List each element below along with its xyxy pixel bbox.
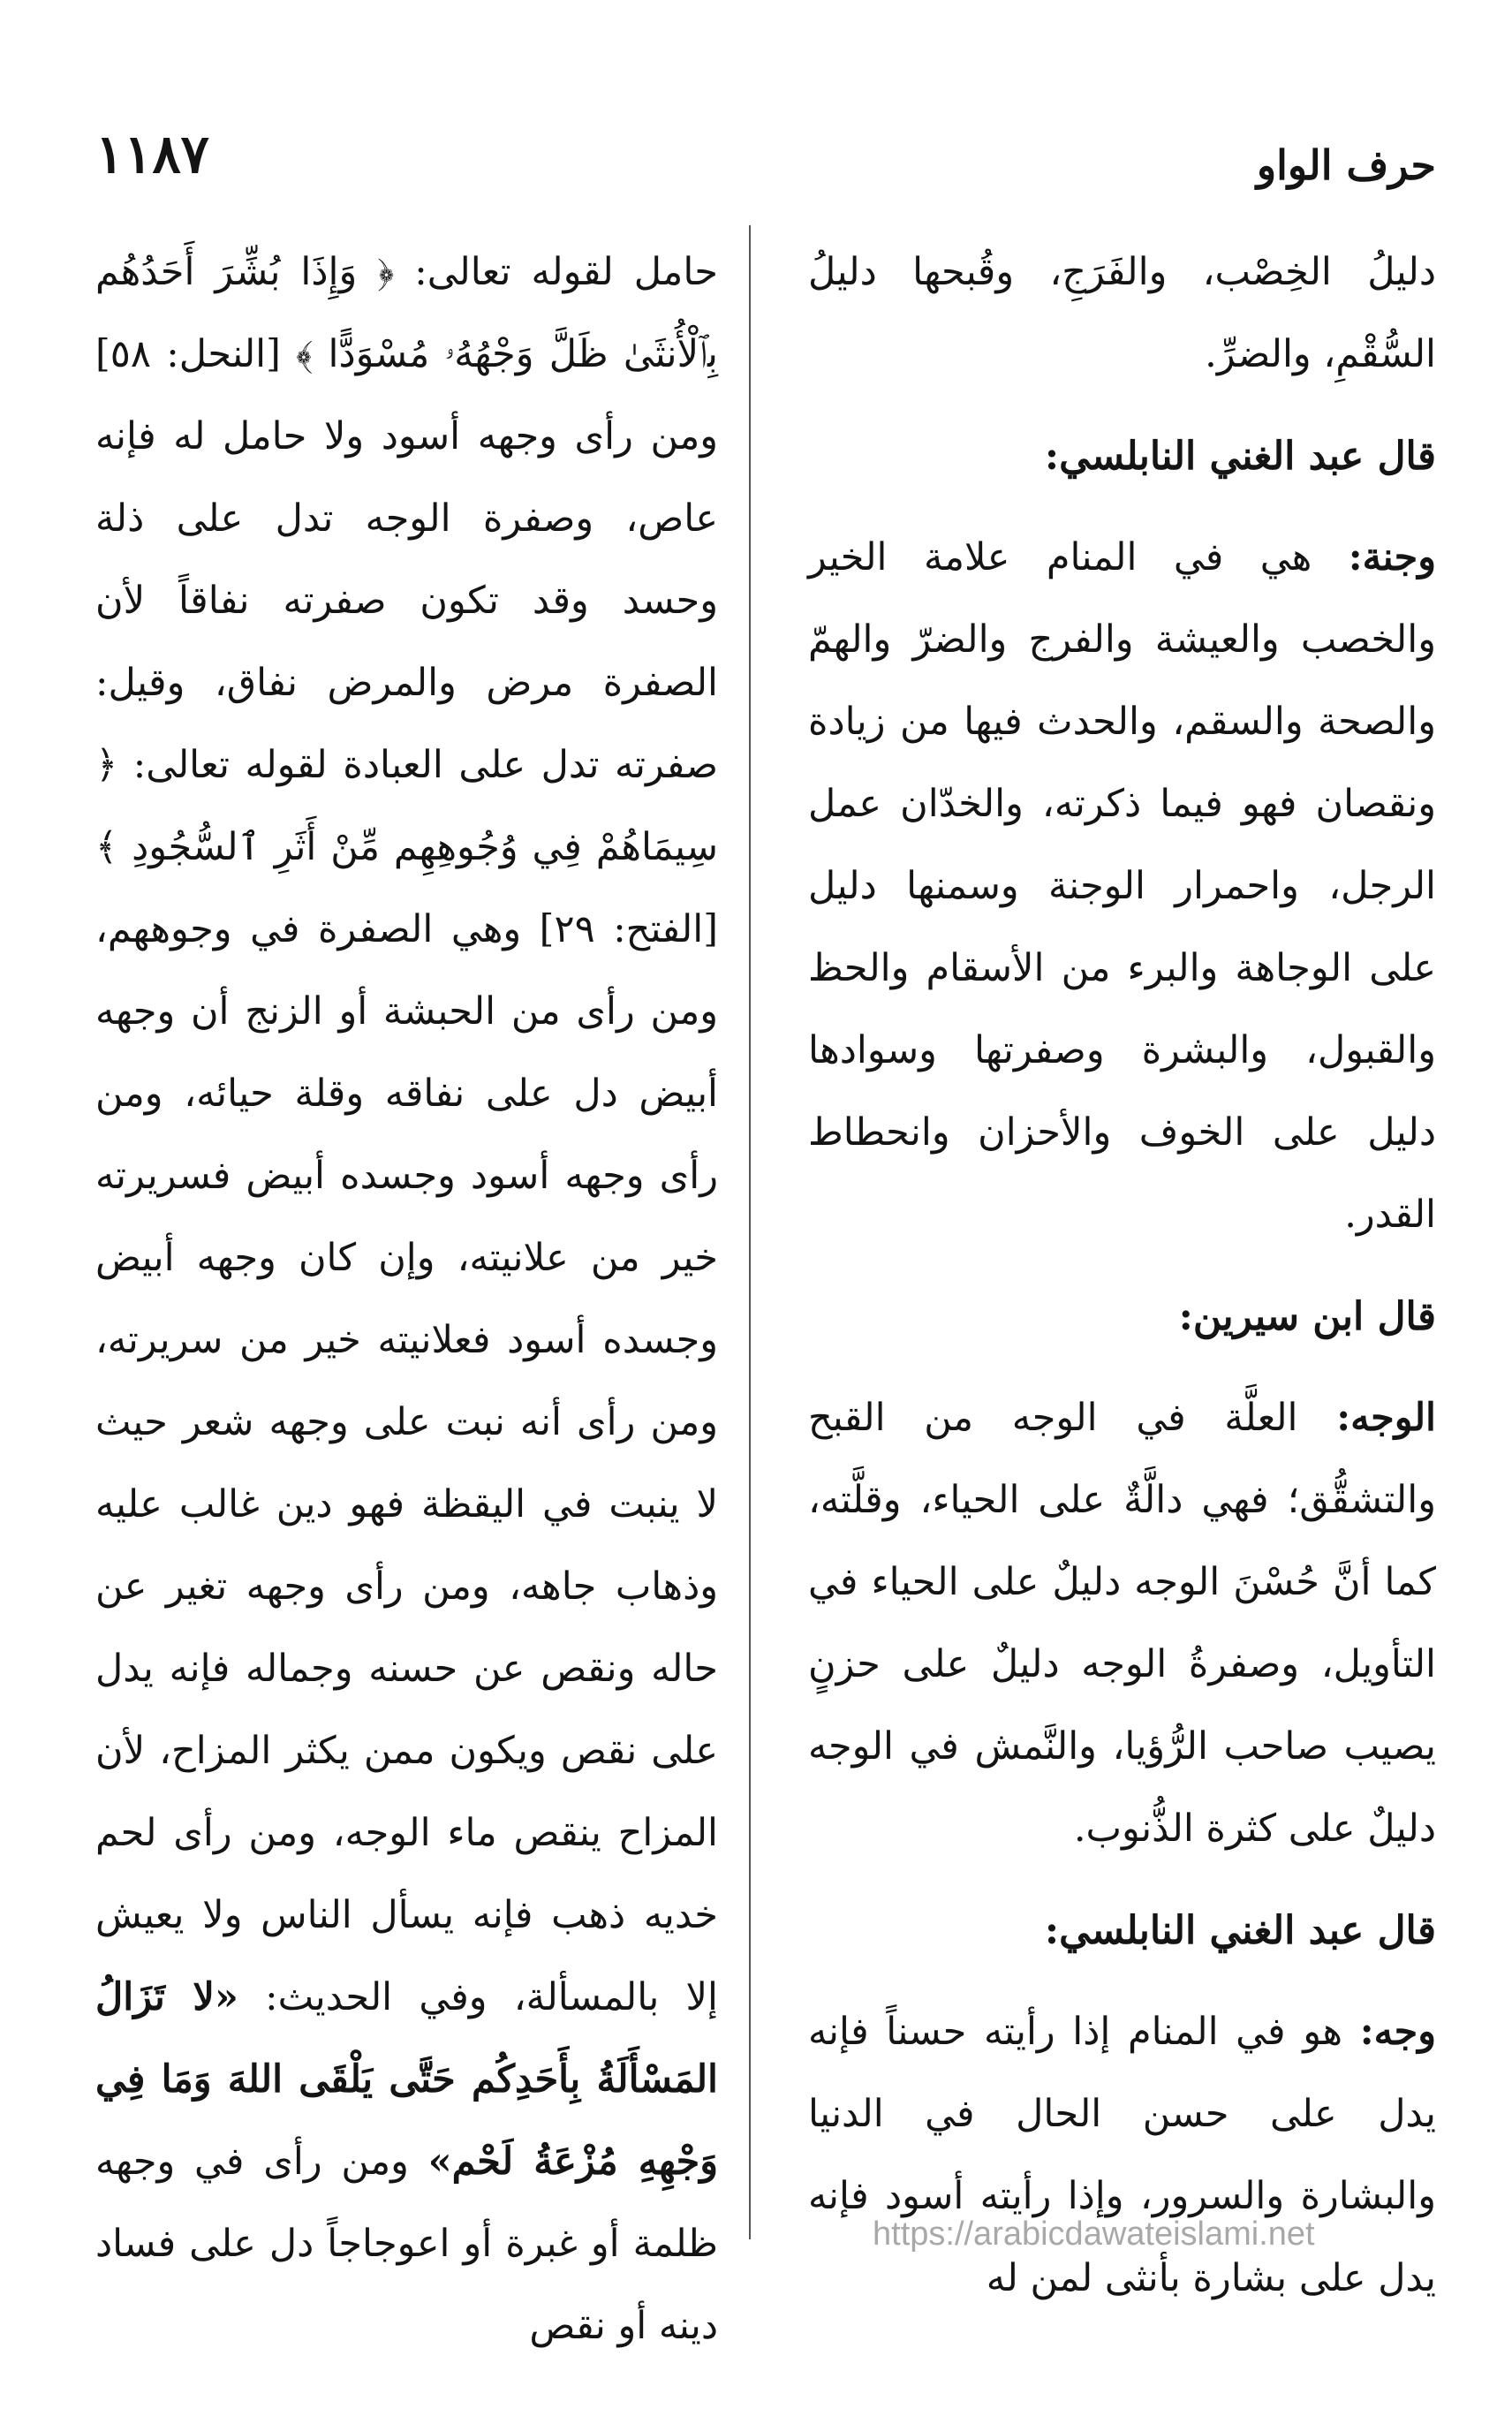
entry-term-al-wajh: الوجه: xyxy=(1336,1396,1436,1440)
section-heading-nabulsi-2: قال عبد الغني النابلسي: xyxy=(1044,1908,1436,1953)
right-intro-paragraph: دليلُ الخِصْب، والفَرَجِ، وقُبحها دليلُ السُّقْمِ، والضرِّ. xyxy=(808,250,1436,376)
entry-term-wajna: وجنة: xyxy=(1348,535,1436,579)
entry-wajna xyxy=(808,517,1436,1256)
left-column xyxy=(95,231,719,2348)
page-number: ١١٨٧ xyxy=(95,124,209,186)
watermark-url: https://arabicdawateislami.net xyxy=(873,2216,1315,2253)
right-column xyxy=(808,231,1436,2300)
section-heading-ibn-sirin: قال ابن سيرين: xyxy=(1178,1294,1436,1339)
left-text-main: حامل لقوله تعالى: ﴿ وَإِذَا بُشِّرَ أَحَدُهُم بِٱلْأُنثَىٰ ظَلَّ وَجْهُهُۥ مُسْوَدًّا ﴾ [النحل: ٥٨] ومن رأى وجهه أسود ولا حامل له فإنه عاص، وصفرة الوجه تدل على ذلة وحسد وقد تكون صفرته نفاقاً لأن الصفرة مرض والمرض نفاق، وقيل: صفرته تدل على العبادة لقوله تعالى: ﴿ سِيمَاهُمْ فِي وُجُوهِهِم مِّنْ أَثَرِ ٱلسُّجُودِ ﴾ [الفتح: ٢٩] وهي الصفرة في وجوههم، ومن رأى من الحبشة أو الزنج أن وجهه أبيض دل على نفاقه وقلة حيائه، ومن رأى وجهه أسود وجسده أبيض فسريرته خير من علانيته، وإن كان وجهه أبيض وجسده أسود فعلانيته خير من سريرته، ومن رأى أنه نبت على وجهه شعر حيث لا ينبت في اليقظة فهو دين غالب عليه وذهاب جاهه، ومن رأى وجهه تغير عن حاله ونقص عن حسنه وجماله فإنه يدل على نقص ويكون ممن يكثر المزاح، لأن المزاح ينقص ماء الوجه، ومن رأى لحم خديه ذهب فإنه يسأل الناس ولا يعيش إلا بالمسألة، وفي الحديث: xyxy=(95,250,719,2019)
section-heading-nabulsi-1: قال عبد الغني النابلسي: xyxy=(1044,434,1436,479)
chapter-title: حرف الواو xyxy=(1256,141,1436,189)
entry-text-wajh: هو في المنام إذا رأيته حسناً فإنه يدل على حسن الحال في الدنيا والبشارة والسرور، وإذا رأيته أسود فإنه يدل على بشارة بأنثى لمن له xyxy=(808,2010,1436,2300)
entry-wajh xyxy=(808,1991,1436,2320)
entry-text-wajna: هي في المنام علامة الخير والخصب والعيشة والفرج والضرّ والهمّ والصحة والسقم، والحدث فيها من زيادة ونقصان فهو فيما ذكرته، والخدّان عمل الرجل، واحمرار الوجنة وسمنها دليل على الوجاهة والبرء من الأسقام والحظ والقبول، والبشرة وصفرتها وسوادها دليل على الخوف والأحزان وانحطاط القدر. xyxy=(808,535,1436,1237)
entry-term-wajh: وجه: xyxy=(1359,2010,1436,2054)
entry-al-wajh xyxy=(808,1377,1436,1870)
hadith-quote: «لا تَزَالُ المَسْأَلَةُ بِأَحَدِكُم حَتَّى يَلْقَى اللهَ وَمَا فِي وَجْهِهِ مُزْعَةُ لَحْم» xyxy=(95,1975,719,2184)
left-column-paragraph xyxy=(95,231,718,2367)
left-text-end: ومن رأى في وجهه ظلمة أو غبرة أو اعوجاجاً دل على فساد دينه أو نقص xyxy=(95,2140,718,2348)
column-divider xyxy=(749,225,751,2239)
entry-text-al-wajh: العلَّة في الوجه من القبح والتشقُّق؛ فهي دالَّةٌ على الحياء، وقلَّته، كما أنَّ حُسْنَ الوجه دليلٌ على الحياء في التأويل، وصفرةُ الوجه دليلٌ على حزنٍ يصيب صاحب الرُّؤيا، والنَّمش في الوجه دليلٌ على كثرة الذُّنوب. xyxy=(808,1396,1436,1851)
